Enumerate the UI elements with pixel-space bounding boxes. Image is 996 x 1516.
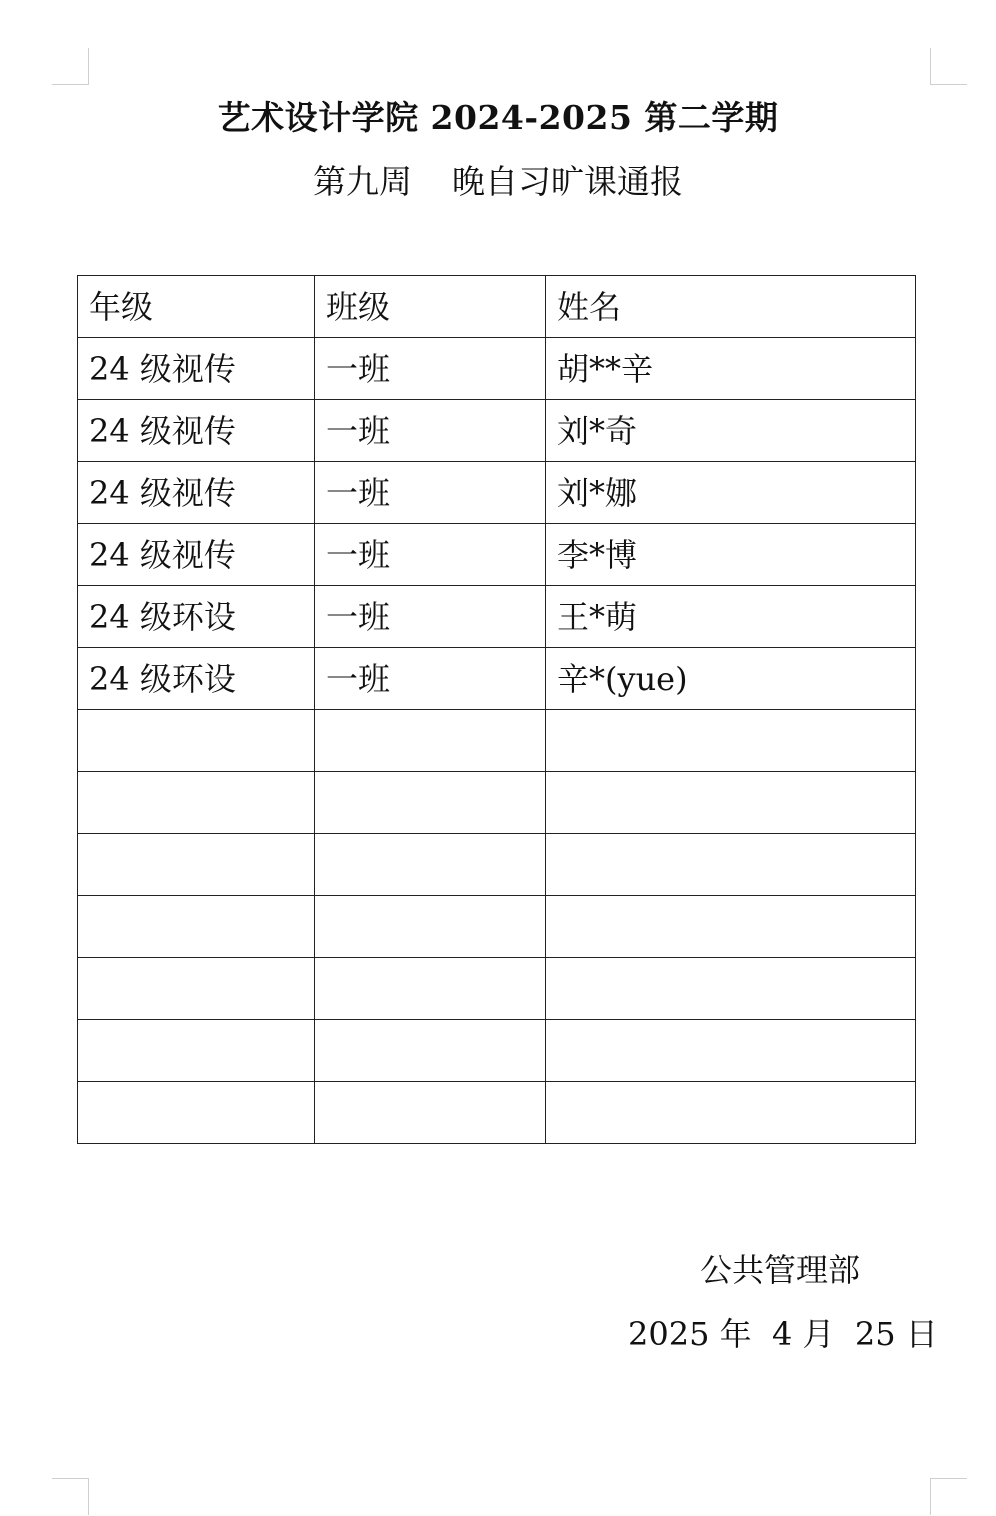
table-row [78,524,916,586]
subtitle-week: 第九周 [313,162,412,201]
cell-grade [78,772,315,834]
cell-name: 辛*(yue) [546,648,916,710]
absence-table [77,275,916,1144]
cell-grade: 24 级视传 [78,462,315,524]
cell-class [315,1020,546,1082]
cell-class: 一班 [315,338,546,400]
cell-grade: 24 级视传 [78,338,315,400]
cell-grade [78,958,315,1020]
table-row [78,1020,916,1082]
cell-class [315,1082,546,1144]
cell-grade: 24 级视传 [78,400,315,462]
table-row [78,896,916,958]
cell-name: 胡**辛 [546,338,916,400]
cell-class: 一班 [315,400,546,462]
cell-class [315,958,546,1020]
cell-name [546,1020,916,1082]
cell-name: 刘*娜 [546,462,916,524]
document-title: 艺术设计学院 2024-2025 第二学期 [217,98,779,137]
table-row [78,710,916,772]
table-row [78,648,916,710]
document-subtitle [0,160,996,204]
table-header-row [78,276,916,338]
cell-grade [78,1082,315,1144]
cell-class: 一班 [315,586,546,648]
cell-class: 一班 [315,462,546,524]
cell-class [315,710,546,772]
cell-name [546,710,916,772]
cell-class [315,834,546,896]
header-name: 姓名 [546,276,916,338]
cell-grade [78,1020,315,1082]
cell-name: 李*博 [546,524,916,586]
subtitle-topic: 晚自习旷课通报 [452,162,683,201]
cell-class: 一班 [315,524,546,586]
cell-grade: 24 级环设 [78,648,315,710]
cell-class [315,896,546,958]
cell-grade [78,834,315,896]
table-row [78,338,916,400]
issuing-department: 公共管理部 [700,1251,861,1289]
header-grade: 年级 [78,276,315,338]
crop-mark-top-right [930,48,967,85]
cell-name: 刘*奇 [546,400,916,462]
table-row [78,462,916,524]
table-row [78,1082,916,1144]
table-row [78,834,916,896]
crop-mark-bottom-left [52,1478,89,1515]
cell-grade [78,710,315,772]
cell-name [546,1082,916,1144]
cell-name: 王*萌 [546,586,916,648]
crop-mark-bottom-right [930,1478,967,1515]
cell-grade: 24 级视传 [78,524,315,586]
table-row [78,586,916,648]
cell-class: 一班 [315,648,546,710]
header-class: 班级 [315,276,546,338]
cell-name [546,896,916,958]
table-row [78,772,916,834]
cell-grade [78,896,315,958]
cell-class [315,772,546,834]
crop-mark-top-left [52,48,89,85]
cell-name [546,772,916,834]
issue-date: 2025 年 4 月 25 日 [628,1315,938,1353]
cell-grade: 24 级环设 [78,586,315,648]
table-row [78,400,916,462]
table-row [78,958,916,1020]
cell-name [546,958,916,1020]
cell-name [546,834,916,896]
